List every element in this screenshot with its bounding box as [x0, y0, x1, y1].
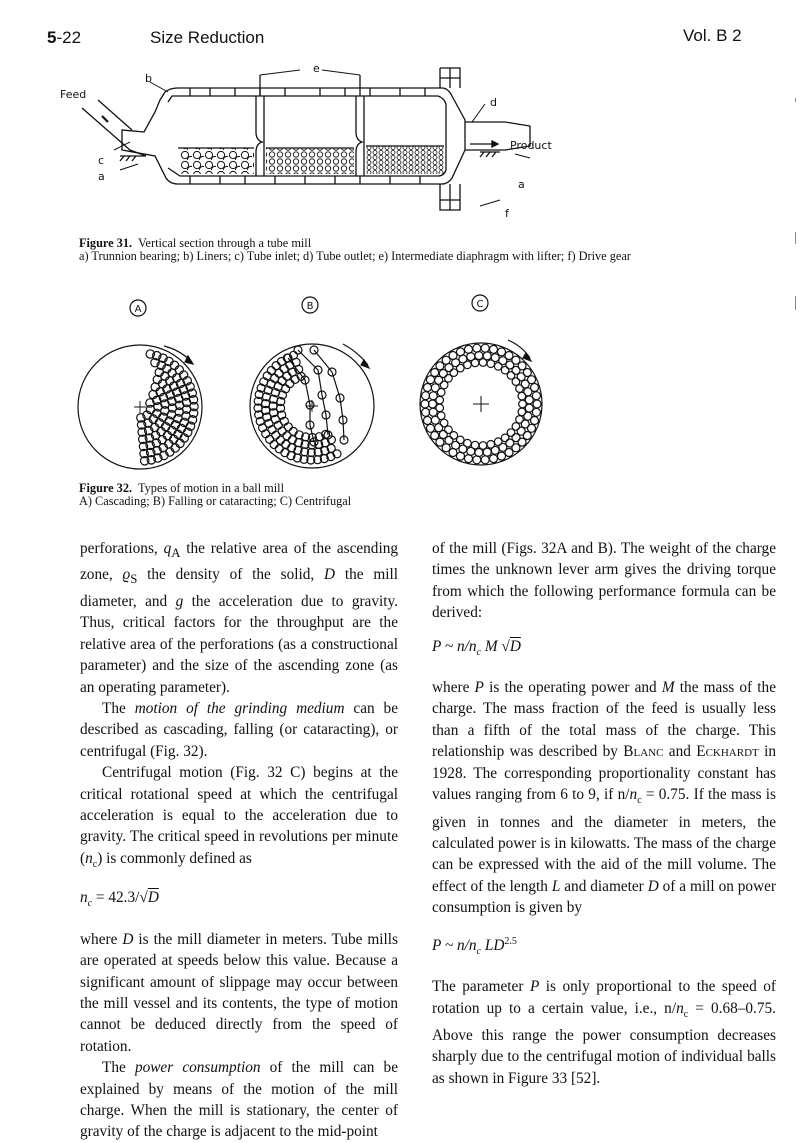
- ball: [533, 400, 541, 408]
- trunnion-bearing-left: [120, 156, 146, 161]
- ball: [487, 360, 495, 368]
- text-column-left: [80, 538, 398, 1143]
- ball: [512, 378, 520, 386]
- ball: [471, 359, 479, 367]
- ball: [490, 345, 498, 353]
- figure-32-ball-mill-motion: [60, 290, 580, 490]
- ball: [501, 434, 509, 442]
- scan-mark: [795, 98, 796, 102]
- ball: [267, 367, 275, 375]
- ball: [176, 439, 184, 447]
- ball: [457, 364, 465, 372]
- label-a-trunnion-right: a: [518, 178, 525, 191]
- ball-charge-chamber-2: [266, 148, 354, 174]
- ball: [283, 372, 291, 380]
- ball-charge-chamber-1: [180, 148, 254, 174]
- figure-32-label: Figure 32.: [79, 481, 133, 495]
- feed-chute: [82, 100, 146, 156]
- formula-power-length-diameter: P ~ $n/n_c$ $LD^{2.5}$: [432, 935, 517, 957]
- drive-gear: [440, 68, 460, 210]
- label-d-tube-outlet: d: [490, 96, 497, 109]
- label-product: Product: [510, 139, 552, 152]
- figure-31-tube-mill-diagram: [60, 60, 580, 235]
- figure-32-caption: [79, 482, 479, 508]
- paragraph-tube-mills-speed: where D is the mill diameter in meters. Tube mills are operated at speeds below this value. Because a significant amount of slippage may occur between the mill vessel and its contents, the type of motion cannot be deduced directly from the speed of rotation.: [80, 930, 399, 1055]
- ball: [284, 423, 292, 431]
- page-number-page: -22: [56, 28, 82, 47]
- ball: [424, 417, 432, 425]
- ball: [490, 455, 498, 463]
- scan-mark: [795, 232, 796, 244]
- ball: [479, 359, 487, 367]
- ball: [422, 408, 430, 416]
- formula-critical-speed: $n_c = 42.3/√D$: [80, 889, 159, 910]
- ball: [421, 400, 429, 408]
- term-motion-of-grinding-medium: motion of the grinding medium: [134, 699, 345, 717]
- panel-b-label: B: [306, 301, 314, 312]
- balls-cataracting: [254, 346, 348, 464]
- panel-b-cataracting: [250, 297, 374, 468]
- panel-a-cascading: [78, 300, 202, 469]
- label-b-liners: b: [145, 72, 152, 85]
- figure-31-label: Figure 31.: [79, 236, 133, 250]
- ball: [278, 377, 286, 385]
- page-header: [0, 26, 800, 50]
- page-number: [47, 28, 81, 48]
- panel-c-label: C: [476, 299, 484, 310]
- ball: [286, 380, 294, 388]
- ball: [518, 408, 526, 416]
- ball: [422, 392, 430, 400]
- paragraph-parameter-p: The parameter P is only proportional to the speed of rotation up to a certain value, i.e., $n/n_c = 0.68-0.75$. Above this range the power consumption decreases sharply due to the centrifugal motion of individual balls as shown in Figure 33 [52].: [432, 978, 776, 1087]
- ball: [437, 412, 445, 420]
- ball: [494, 438, 502, 446]
- ball: [481, 456, 489, 464]
- figure-31-caption: [79, 237, 769, 263]
- figure-31-legend: a) Trunnion bearing; b) Liners; c) Tube inlet; d) Tube outlet; e) Intermediate diaphragm with lifter; f) Drive gear: [79, 249, 631, 263]
- ball: [518, 392, 526, 400]
- ball: [487, 441, 495, 449]
- trunnion-bearing-right: [480, 152, 500, 157]
- ball: [471, 441, 479, 449]
- page-number-chapter: 5: [47, 28, 57, 47]
- paragraph-power-consumption: The power consumption of the mill can be explained by means of the motion of the mill charge. When the mill is stationary, the center of gravity of the charge is adjacent to the mid-point: [80, 1059, 398, 1141]
- figure-32-legend: A) Cascading; B) Falling or cataracting; C) Centrifugal: [79, 494, 352, 508]
- ball: [464, 439, 472, 447]
- formula-power-mass: P ~ $n/n_c$ M √D: [432, 637, 521, 658]
- label-a-trunnion-left: a: [98, 170, 105, 183]
- ball: [494, 363, 502, 371]
- ball: [424, 384, 432, 392]
- ball: [272, 362, 280, 370]
- ball: [431, 432, 439, 440]
- figure-32-title: Types of motion in a ball mill: [138, 481, 285, 495]
- paragraph-operating-power: where P is the operating power and M the mass of the charge. The mass fraction of the feed is usually less than a fifth of the total mass of the charge. This relationship was described by Blanc and Eckhardt in 1928. The corresponding proportionality constant has values ranging from 6 to 9, if $n/n_c = 0.75$. If the mass is given in tonnes and the diameter in meters, the calculated power is in kilowatts. The mass of the charge can be expressed with the aid of the mill volume. The effect of the length L and diameter D of a mill on power consumption is given by: [432, 679, 777, 917]
- diaphragm-1: [256, 96, 264, 176]
- label-f-drive-gear: f: [505, 207, 509, 220]
- ball: [427, 376, 435, 384]
- ball: [519, 400, 527, 408]
- figure-31-title: Vertical section through a tube mill: [138, 236, 312, 250]
- ball: [481, 344, 489, 352]
- label-e-diaphragm: e: [313, 62, 320, 75]
- author-eckhardt: Eckhardt: [696, 743, 759, 761]
- panel-c-centrifugal: [420, 295, 542, 465]
- panel-a-label: A: [134, 304, 142, 315]
- ball: [280, 365, 288, 373]
- volume-label: Vol. B 2: [683, 26, 742, 45]
- ball: [516, 416, 524, 424]
- label-feed: Feed: [60, 88, 87, 101]
- ball: [163, 431, 171, 439]
- paragraph-perforations: perforations, $q_A$ the relative area of the ascending zone, $ϱ_S$ the density of the solid, D the mill diameter, and g the acceleration due to gravity. Thus, critical factors for the throughput are the relative area of the perforations (as a constructional parameter) and the size of the ascending zone (as an operating parameter).: [80, 540, 398, 696]
- ball: [440, 419, 448, 427]
- ball: [271, 374, 279, 382]
- paragraph-motion-grinding-medium: The motion of the grinding medium can be described as cascading, falling (or cataracting), or centrifugal (Fig. 32).: [80, 699, 398, 760]
- ball-charge-chamber-3: [366, 146, 444, 174]
- diaphragm-2: [356, 96, 364, 176]
- running-section-title: Size Reduction: [150, 28, 265, 47]
- ball: [479, 442, 487, 450]
- ball: [516, 385, 524, 393]
- label-c-tube-inlet: c: [98, 154, 105, 167]
- text-column-right: [432, 538, 776, 1089]
- scan-mark: [795, 296, 796, 310]
- ball: [427, 424, 435, 432]
- ball: [275, 369, 283, 377]
- ball: [436, 396, 444, 404]
- ball: [464, 361, 472, 369]
- ball: [170, 435, 178, 443]
- ball: [437, 389, 445, 397]
- ball: [289, 427, 297, 435]
- ball: [436, 404, 444, 412]
- ball: [429, 400, 437, 408]
- paragraph-lever-arm: of the mill (Figs. 32A and B). The weight of the charge times the unknown lever arm gives the driving torque from which the following performance formula can be derived:: [432, 540, 776, 622]
- term-power-consumption: power consumption: [134, 1059, 261, 1077]
- paragraph-centrifugal-motion: Centrifugal motion (Fig. 32 C) begins at the critical rotational speed at which the centrifugal acceleration is equal to the acceleration due to gravity. The critical speed in revolutions per minute $(n_c)$ is commonly defined as: [80, 764, 398, 870]
- author-blanc: Blanc: [623, 743, 664, 761]
